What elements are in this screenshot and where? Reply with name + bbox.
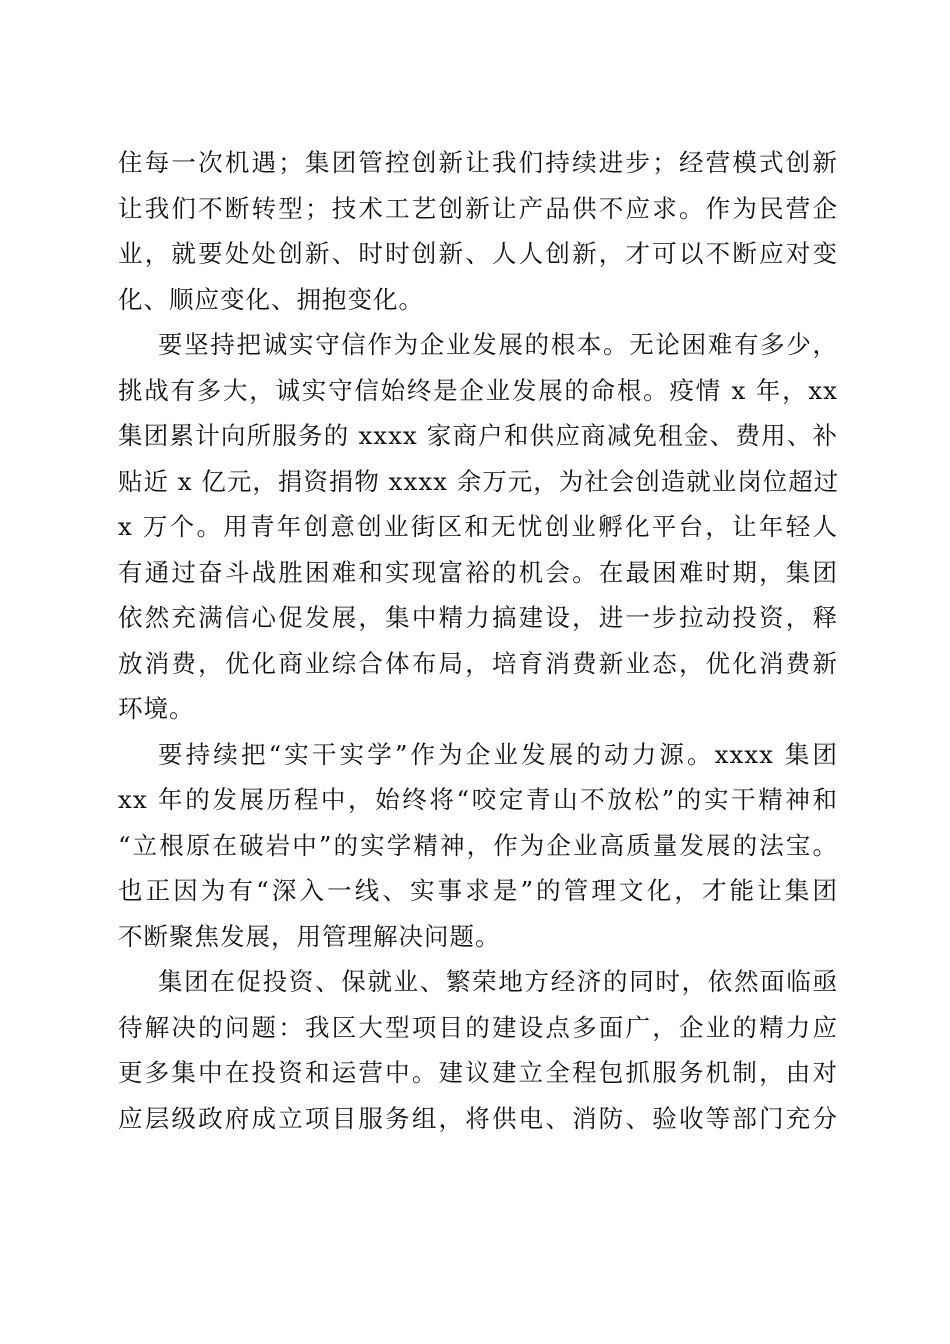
text-line: 贴近 x 亿元，捐资捐物 xxxx 余万元，为社会创造就业岗位超过 [118, 466, 840, 496]
text-line: 应层级政府成立项目服务组，将供电、消防、验收等部门充分 [118, 1103, 838, 1133]
text-line: “立根原在破岩中”的实学精神，作为企业高质量发展的法宝。 [118, 830, 838, 860]
text-line: 放消费，优化商业综合体布局，培育消费新业态，优化消费新 [118, 648, 838, 678]
text-line: 依然充满信心促发展，集中精力搞建设，进一步拉动投资，释 [118, 603, 838, 632]
text-line: 不断聚焦发展，用管理解决问题。 [118, 921, 501, 951]
body-text [118, 140, 838, 1141]
text-line: x 万个。用青年创意创业街区和无忧创业孵化平台，让年轻人 [118, 512, 838, 541]
text-line: 待解决的问题：我区大型项目的建设点多面广，企业的精力应 [118, 1012, 838, 1042]
paragraph-first-line: 集团在促投资、保就业、繁荣地方经济的同时，依然面临亟 [158, 967, 838, 996]
text-line: 让我们不断转型；技术工艺创新让产品供不应求。作为民营企 [118, 193, 838, 223]
text-line: 住每一次机遇；集团管控创新让我们持续进步；经营模式创新 [118, 148, 838, 177]
text-line: 环境。 [118, 694, 195, 723]
text-line: 也正因为有“深入一线、实事求是”的管理文化，才能让集团 [118, 876, 838, 905]
paragraph-first-line: 要持续把“实干实学”作为企业发展的动力源。xxxx 集团 [158, 739, 838, 769]
text-line: 化、顺应变化、拥抱变化。 [118, 284, 424, 314]
text-line: xx 年的发展历程中，始终将“咬定青山不放松”的实干精神和 [118, 785, 838, 814]
paragraph-first-line: 要坚持把诚实守信作为企业发展的根本。无论困难有多少， [158, 330, 838, 359]
text-line: 有通过奋斗战胜困难和实现富裕的机会。在最困难时期，集团 [118, 557, 838, 587]
text-line: 业，就要处处创新、时时创新、人人创新，才可以不断应对变 [118, 239, 838, 268]
text-line: 集团累计向所服务的 xxxx 家商户和供应商减免租金、费用、补 [118, 421, 838, 450]
text-line: 挑战有多大，诚实守信始终是企业发展的命根。疫情 x 年，xx [118, 375, 838, 405]
text-line: 更多集中在投资和运营中。建议建立全程包抓服务机制，由对 [118, 1058, 838, 1087]
